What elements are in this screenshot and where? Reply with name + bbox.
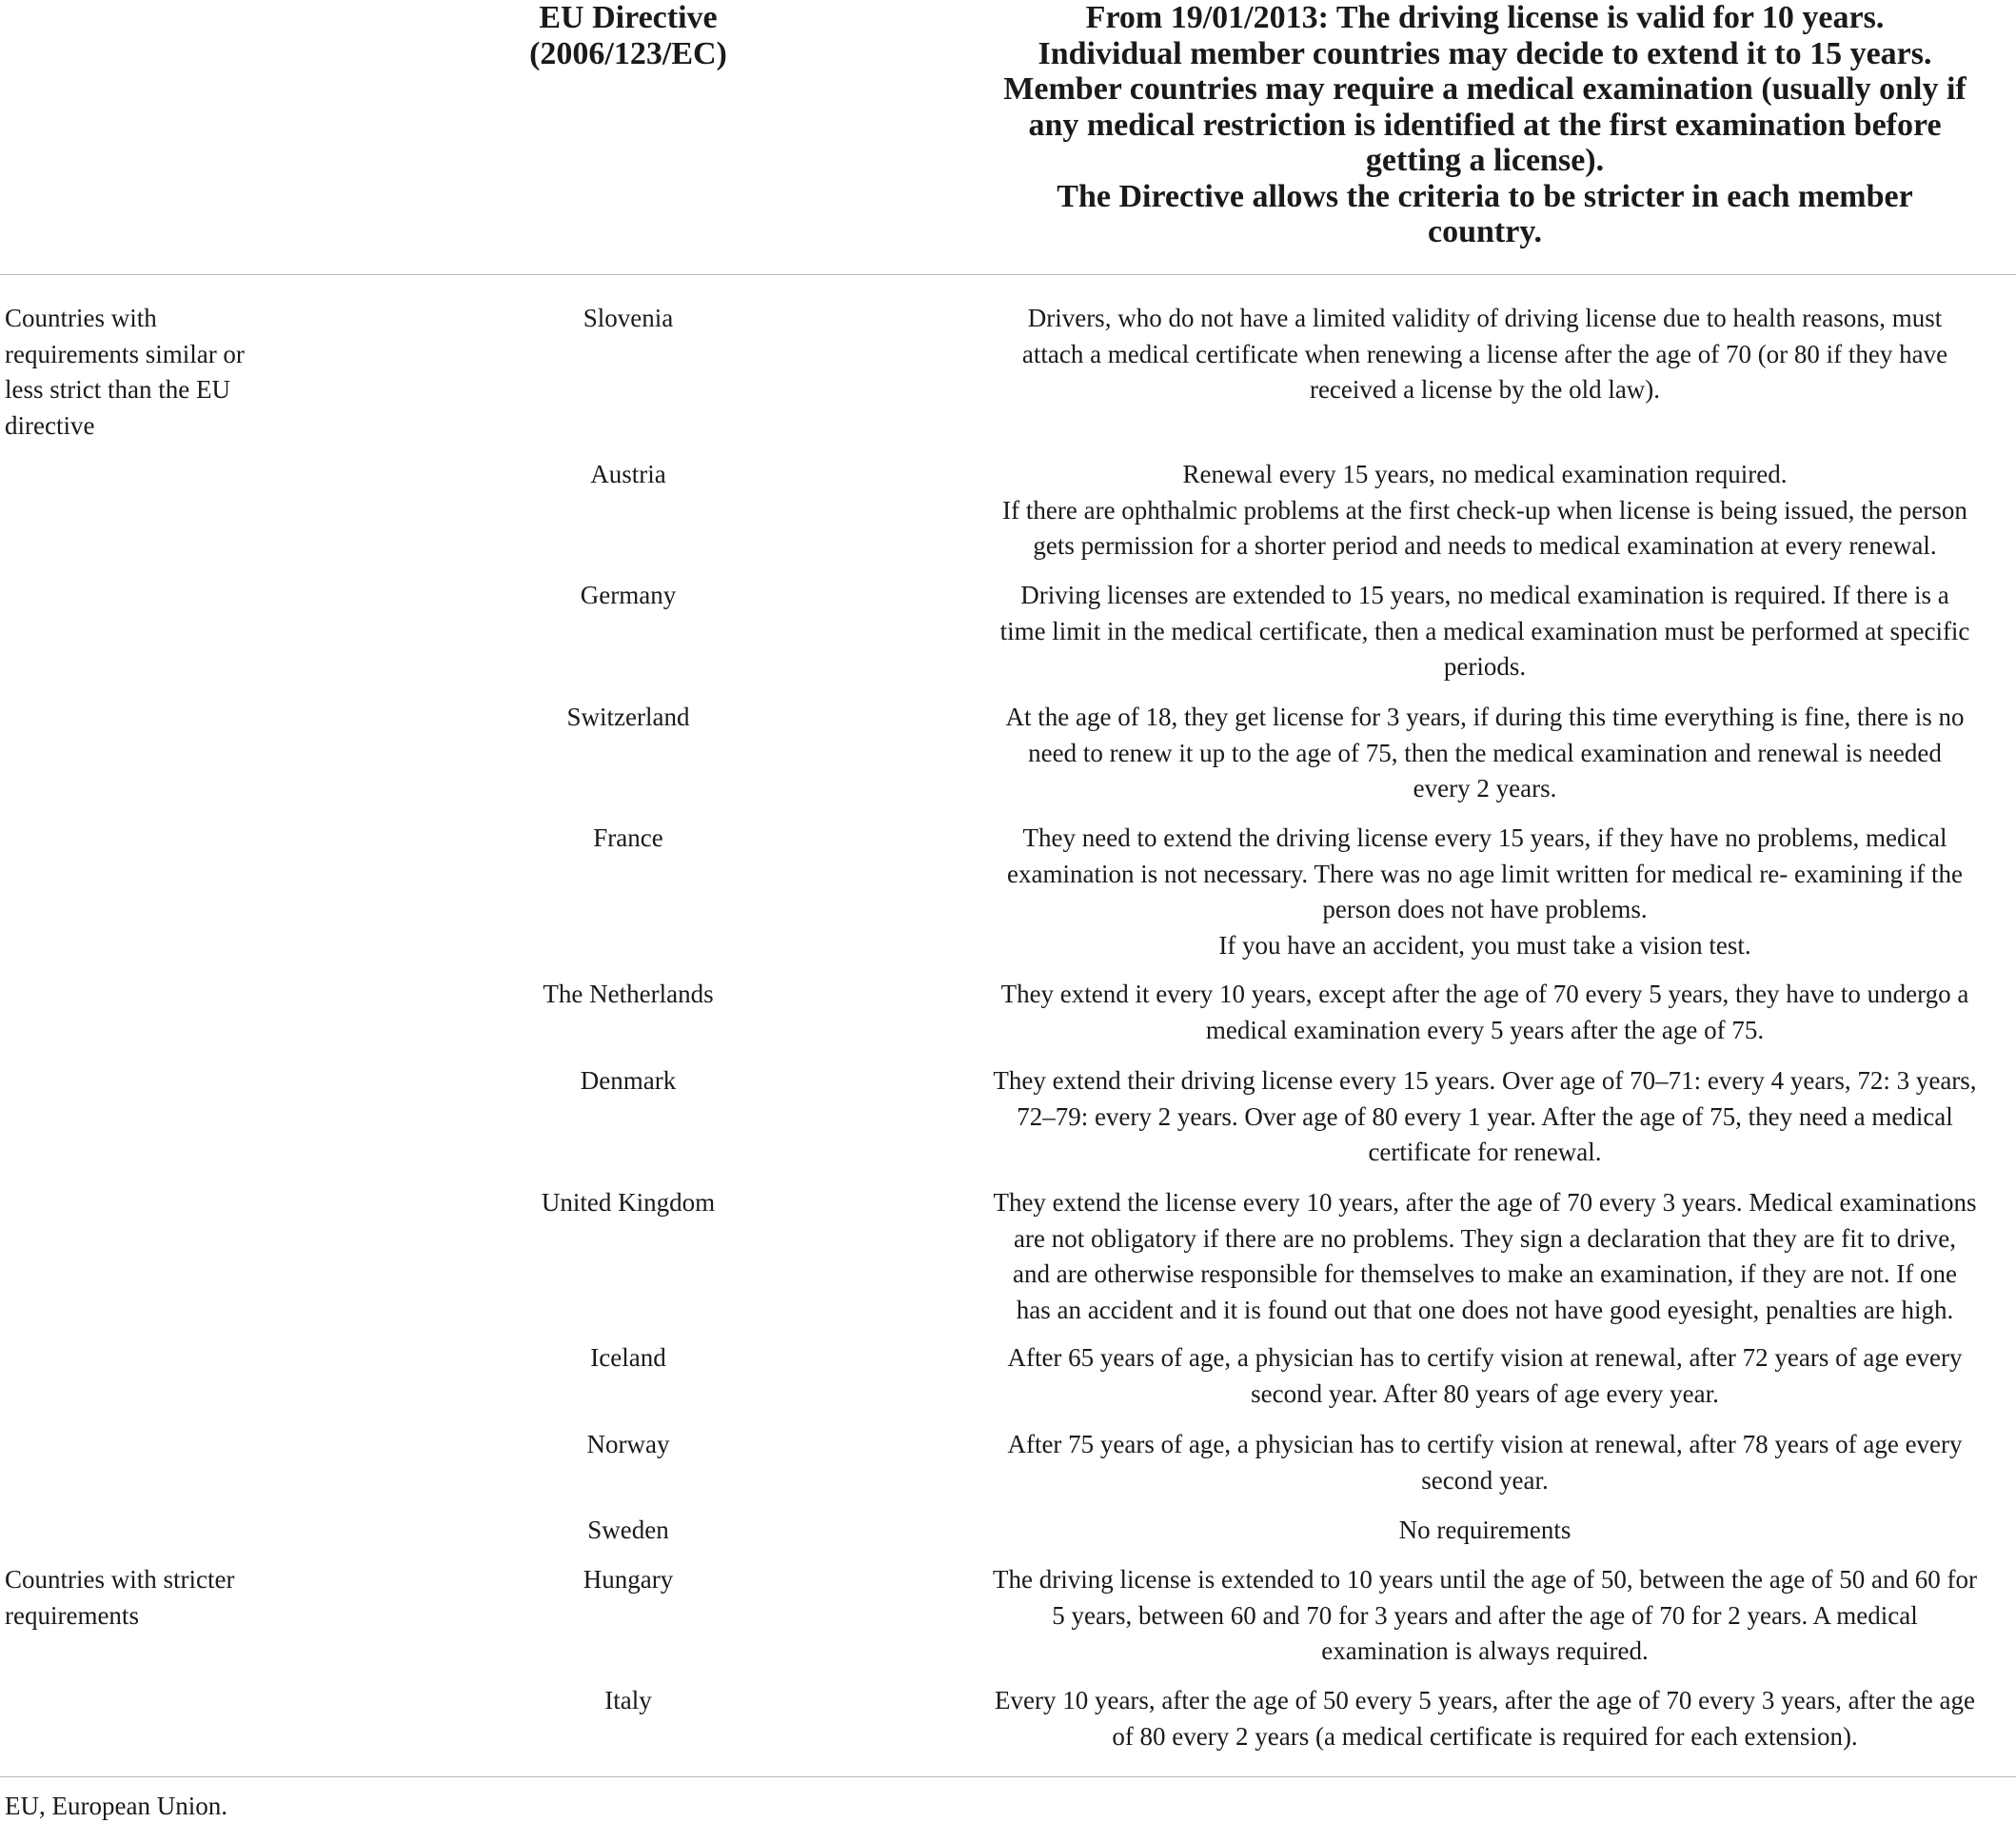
description-line: periods.	[1443, 652, 1527, 681]
category-line: requirements similar or	[5, 339, 245, 368]
description-line: has an accident and it is found out that one does not have good eyesight, penalties are high.	[1016, 1295, 1954, 1324]
category-line: Countries with	[5, 304, 157, 332]
description-line: After 65 years of age, a physician has to certify vision at renewal, after 72 years of age every	[1007, 1343, 1963, 1372]
description-line: After 75 years of age, a physician has to certify vision at renewal, after 78 years of age every	[1007, 1430, 1963, 1458]
country-the-netherlands: The Netherlands	[543, 980, 714, 1008]
country-italy: Italy	[604, 1686, 652, 1714]
description-line: time limit in the medical certificate, then a medical examination must be performed at specific	[999, 616, 1970, 645]
description-line: They extend their driving license every 15 years. Over age of 70–71: every 4 years, 72: 3 years,	[993, 1066, 1977, 1095]
description-hungary	[957, 1562, 2013, 1670]
description-the-netherlands	[957, 977, 2013, 1048]
country-hungary: Hungary	[583, 1565, 674, 1594]
table-header	[0, 0, 2016, 274]
description-line: every 2 years.	[1413, 774, 1557, 803]
category-line: less strict than the EU	[5, 375, 230, 404]
description-line: and are otherwise responsible for themselves to make an examination, if they are not. If one	[1013, 1259, 1957, 1288]
description-line: examination is always required.	[1321, 1636, 1649, 1665]
description-line: 72–79: every 2 years. Over age of 80 every 1 year. After the age of 75, they need a medical	[1017, 1101, 1953, 1131]
category-similar-or-less-strict	[5, 301, 290, 444]
country-germany: Germany	[580, 581, 677, 609]
description-line: They extend it every 10 years, except after the age of 70 every 5 years, they have to undergo a	[1000, 980, 1969, 1008]
category-line: requirements	[5, 1600, 139, 1630]
description-norway	[957, 1427, 2013, 1498]
header-eu-directive	[495, 0, 761, 72]
country-denmark: Denmark	[580, 1066, 677, 1095]
table-bottom-divider	[0, 1776, 2016, 1777]
description-line: At the age of 18, they get license for 3 years, if during this time everything is fine, there is no	[1005, 703, 1965, 731]
country-switzerland: Switzerland	[566, 703, 690, 731]
description-line: received a license by the old law).	[1309, 375, 1661, 404]
description-line: person does not have problems.	[1322, 895, 1648, 923]
description-sweden	[957, 1513, 2013, 1549]
table-footnote: EU, European Union.	[5, 1792, 227, 1820]
description-iceland	[957, 1340, 2013, 1412]
category-line: directive	[5, 410, 95, 440]
description-line: second year. After 80 years of age every year.	[1251, 1378, 1719, 1408]
description-line: attach a medical certificate when renewing a license after the age of 70 (or 80 if they have	[1021, 339, 1948, 368]
description-line: second year.	[1421, 1465, 1549, 1495]
description-line: certificate for renewal.	[1368, 1138, 1602, 1166]
header-directive-description	[957, 0, 2013, 250]
description-line: No requirements	[1398, 1516, 1571, 1544]
country-sweden: Sweden	[587, 1516, 669, 1544]
description-line: of 80 every 2 years (a medical certificate is required for each extension).	[1112, 1721, 1858, 1751]
description-line: They need to extend the driving license every 15 years, if they have no problems, medical	[1022, 823, 1947, 852]
description-line: medical examination every 5 years after the age of 75.	[1205, 1015, 1765, 1044]
description-line: Renewal every 15 years, no medical examination required.	[1182, 460, 1788, 488]
description-line: need to renew it up to the age of 75, then the medical examination and renewal is needed	[1028, 738, 1942, 767]
country-austria: Austria	[590, 460, 666, 488]
description-line: Every 10 years, after the age of 50 every 5 years, after the age of 70 every 3 years, after the age	[995, 1686, 1975, 1714]
description-line: are not obligatory if there are no problems. They sign a declaration that they are fit to drive,	[1014, 1223, 1956, 1253]
country-slovenia: Slovenia	[583, 304, 674, 332]
header-divider	[0, 274, 2016, 275]
description-line: 5 years, between 60 and 70 for 3 years and after the age of 70 for 2 years. A medical	[1052, 1600, 1918, 1630]
description-line: If there are ophthalmic problems at the first check-up when license is being issued, the person	[1002, 495, 1967, 525]
country-france: France	[593, 823, 663, 852]
description-austria	[957, 457, 2013, 565]
header-col3-line: Member countries may require a medical examination (usually only if	[1003, 71, 1967, 107]
description-line: The driving license is extended to 10 years until the age of 50, between the age of 50 and 60 for	[993, 1565, 1977, 1594]
category-stricter	[5, 1562, 290, 1634]
description-line: They extend the license every 10 years, after the age of 70 every 3 years. Medical examinations	[993, 1188, 1977, 1217]
description-italy	[957, 1683, 2013, 1754]
description-line: examination is not necessary. There was no age limit written for medical re- examining if the	[1007, 859, 1963, 888]
header-col3-line: The Directive allows the criteria to be stricter in each member	[1057, 178, 1913, 214]
description-line: gets permission for a shorter period and needs to medical examination at every renewal.	[1033, 531, 1937, 560]
header-col3-line: getting a license).	[1365, 143, 1605, 178]
description-france	[957, 821, 2013, 963]
header-col3-line: any medical restriction is identified at the first examination before	[1028, 107, 1942, 143]
country-norway: Norway	[586, 1430, 670, 1458]
description-switzerland	[957, 700, 2013, 807]
header-col3-line: Individual member countries may decide to extend it to 15 years.	[1038, 35, 1932, 71]
header-col3-line: country.	[1428, 214, 1542, 249]
category-line: Countries with stricter	[5, 1565, 235, 1594]
description-germany	[957, 578, 2013, 685]
description-line: If you have an accident, you must take a vision test.	[1218, 930, 1751, 960]
country-iceland: Iceland	[590, 1343, 666, 1372]
header-col3-line: From 19/01/2013: The driving license is valid for 10 years.	[1085, 0, 1885, 35]
description-slovenia	[957, 301, 2013, 408]
header-col2-line: EU Directive	[539, 0, 718, 35]
description-line: Drivers, who do not have a limited validity of driving license due to health reasons, must	[1027, 304, 1943, 332]
description-denmark	[957, 1063, 2013, 1171]
description-line: Driving licenses are extended to 15 years, no medical examination is required. If there is a	[1020, 581, 1949, 609]
country-united-kingdom: United Kingdom	[541, 1188, 716, 1217]
description-united-kingdom	[957, 1185, 2013, 1328]
header-col2-line: (2006/123/EC)	[529, 36, 727, 71]
